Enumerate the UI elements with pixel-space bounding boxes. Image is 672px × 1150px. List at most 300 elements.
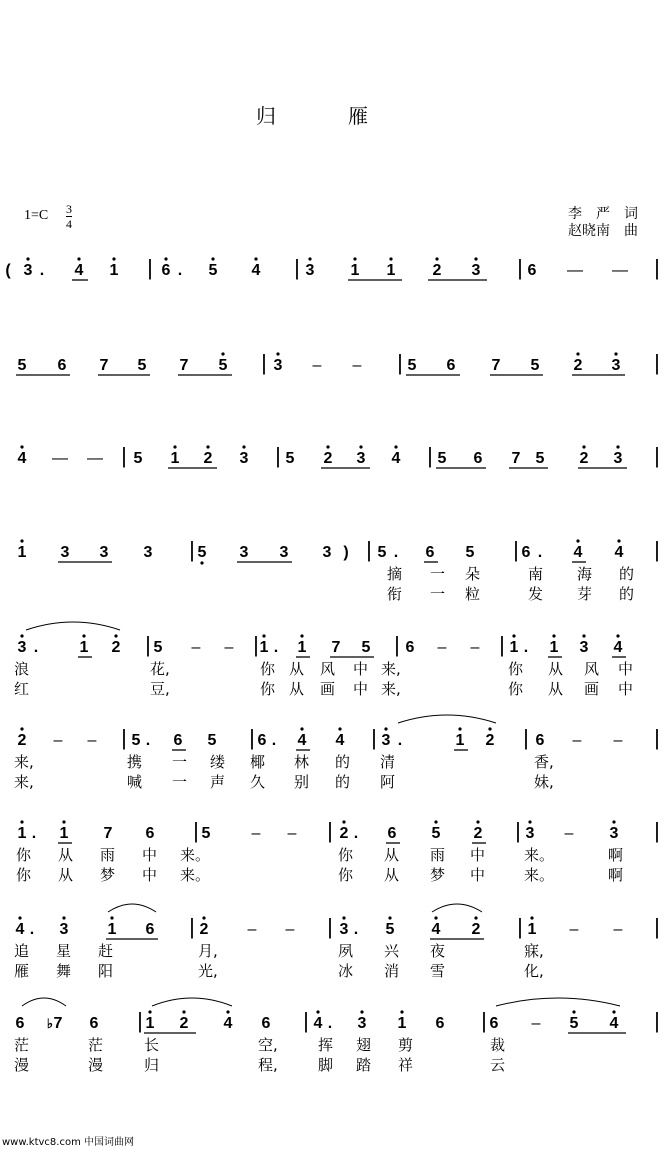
lyric-char: 的 xyxy=(335,753,351,771)
barline: | xyxy=(249,725,255,750)
octave-dot-above xyxy=(389,257,392,260)
note: 3 xyxy=(339,921,349,938)
dash-mark: – xyxy=(251,825,261,842)
note: 1 xyxy=(59,825,69,842)
octave-dot-above xyxy=(612,1010,615,1013)
barline: | xyxy=(189,537,195,562)
octave-dot-above xyxy=(576,352,579,355)
note: 3 xyxy=(17,639,27,656)
note: 1 xyxy=(17,825,27,842)
barline: | xyxy=(654,537,660,562)
octave-dot-above xyxy=(300,727,303,730)
barline: | xyxy=(366,537,372,562)
note: 2 xyxy=(573,357,583,374)
note: 1 xyxy=(397,1015,407,1032)
note: 2 xyxy=(199,921,209,938)
note: 5 xyxy=(208,262,218,279)
dash-mark: — xyxy=(612,262,628,279)
note: 7 xyxy=(491,357,501,374)
note: 7 xyxy=(103,825,113,842)
slur-arc xyxy=(26,622,120,630)
lyric-char: 一 xyxy=(430,585,446,603)
note: 4 xyxy=(613,639,623,656)
note: 5 xyxy=(201,825,211,842)
note: ♭ xyxy=(46,1016,54,1031)
dot-mark: . xyxy=(145,732,151,749)
note: ( xyxy=(5,262,11,279)
dash-mark: – xyxy=(470,639,480,656)
octave-dot-above xyxy=(388,916,391,919)
note: 1 xyxy=(170,450,180,467)
lyric-char: 雪 xyxy=(430,962,446,980)
note: 3 xyxy=(609,825,619,842)
dash-mark: – xyxy=(87,732,97,749)
note: 5 xyxy=(207,732,217,749)
note: 6 xyxy=(145,921,155,938)
lyric-char: 一 xyxy=(172,753,188,771)
note: 3 xyxy=(239,544,249,561)
octave-dot-above xyxy=(276,352,279,355)
note: 3 xyxy=(611,357,621,374)
note: 6 xyxy=(473,450,483,467)
lyric-char: 啊 xyxy=(608,846,624,864)
octave-dot-above xyxy=(206,445,209,448)
lyric-char: 久 xyxy=(250,773,266,791)
octave-dot-above xyxy=(353,257,356,260)
barline: | xyxy=(654,350,660,375)
octave-dot-above xyxy=(338,727,341,730)
octave-dot-above xyxy=(182,1010,185,1013)
note: 6 xyxy=(489,1015,499,1032)
octave-dot-above xyxy=(77,257,80,260)
octave-dot-above xyxy=(394,445,397,448)
lyric-char: 阳 xyxy=(98,962,114,980)
lyric-char: 从 xyxy=(384,846,400,864)
lyric-char: 一 xyxy=(430,565,446,583)
note: 4 xyxy=(313,1015,323,1032)
note: 4 xyxy=(251,262,261,279)
lyric-char: 雨 xyxy=(100,846,116,864)
lyric-char: 裁 xyxy=(490,1036,506,1054)
octave-dot-above xyxy=(18,916,21,919)
lyric-char: 中 xyxy=(470,846,486,864)
lyric-char: 喊 xyxy=(127,773,143,791)
octave-dot-above xyxy=(173,445,176,448)
slur-arc xyxy=(496,998,620,1006)
lyric-char: 画 xyxy=(320,680,336,698)
note: 4 xyxy=(431,921,441,938)
note: 6 xyxy=(435,1015,445,1032)
octave-dot-above xyxy=(20,634,23,637)
key-signature: 1=C xyxy=(24,208,49,223)
dash-mark: – xyxy=(572,732,582,749)
note: 1 xyxy=(455,732,465,749)
lyric-char: 林 xyxy=(294,753,310,771)
note: 4 xyxy=(609,1015,619,1032)
lyric-char: 雨 xyxy=(430,846,446,864)
note: 6 xyxy=(257,732,267,749)
note: 6 xyxy=(527,262,537,279)
dash-mark: – xyxy=(224,639,234,656)
lyric-char: 中 xyxy=(470,866,486,884)
dot-mark: . xyxy=(353,921,359,938)
note: 6 xyxy=(405,639,415,656)
octave-dot-above xyxy=(82,634,85,637)
lyric-char: 海 xyxy=(577,565,593,583)
lyric-char: 红 xyxy=(14,680,30,698)
octave-dot-below xyxy=(200,561,203,564)
note: 3 xyxy=(471,262,481,279)
note: 4 xyxy=(223,1015,233,1032)
octave-dot-above xyxy=(221,352,224,355)
lyric-char: 携 xyxy=(127,753,143,771)
lyric-char: 挥 xyxy=(318,1036,334,1054)
note: 3 xyxy=(59,921,69,938)
dash-mark: – xyxy=(285,921,295,938)
dash-mark: – xyxy=(191,639,201,656)
lyric-char: 你 xyxy=(508,680,524,698)
note: 6 xyxy=(57,357,67,374)
lyric-char: 中 xyxy=(353,680,369,698)
dot-mark: . xyxy=(271,732,277,749)
note: 5 xyxy=(197,544,207,561)
barline: | xyxy=(371,725,377,750)
lyric-char: 寐, xyxy=(524,942,544,960)
note: 5 xyxy=(407,357,417,374)
note: 4 xyxy=(297,732,307,749)
octave-dot-above xyxy=(614,352,617,355)
dot-mark: . xyxy=(523,639,529,656)
octave-dot-above xyxy=(434,820,437,823)
dash-mark: – xyxy=(613,732,623,749)
note: 3 xyxy=(279,544,289,561)
octave-dot-above xyxy=(512,634,515,637)
lyric-char: 你 xyxy=(16,866,32,884)
dot-mark: . xyxy=(397,732,403,749)
octave-dot-above xyxy=(226,1010,229,1013)
lyric-char: 缕 xyxy=(210,753,226,771)
lyric-char: 中 xyxy=(618,680,634,698)
octave-dot-above xyxy=(616,445,619,448)
lyric-char: 星 xyxy=(56,942,72,960)
note: 1 xyxy=(297,639,307,656)
note: 2 xyxy=(339,825,349,842)
note: 6 xyxy=(446,357,456,374)
octave-dot-above xyxy=(434,916,437,919)
barline: | xyxy=(481,1008,487,1033)
lyric-char: 风 xyxy=(320,660,336,678)
lyric-char: 从 xyxy=(58,846,74,864)
lyric-char: 来。 xyxy=(180,846,211,864)
octave-dot-above xyxy=(242,445,245,448)
note: 2 xyxy=(471,921,481,938)
barline: | xyxy=(261,350,267,375)
lyric-char: 的 xyxy=(619,565,635,583)
lyric-char: 芽 xyxy=(577,585,593,603)
note: 3 xyxy=(381,732,391,749)
octave-dot-above xyxy=(435,257,438,260)
note: 3 xyxy=(613,450,623,467)
note: 5 xyxy=(17,357,27,374)
lyric-char: 梦 xyxy=(430,866,446,884)
dash-mark: – xyxy=(352,357,362,374)
lyric-char: 别 xyxy=(294,773,310,791)
note: 4 xyxy=(15,921,25,938)
barline: | xyxy=(654,725,660,750)
note: 5 xyxy=(133,450,143,467)
lyric-char: 踏 xyxy=(356,1056,372,1074)
note: 4 xyxy=(74,262,84,279)
note: 5 xyxy=(437,450,447,467)
note: 6 xyxy=(161,262,171,279)
octave-dot-above xyxy=(20,539,23,542)
lyric-char: 茫 xyxy=(88,1036,104,1054)
lyric-char: 来, xyxy=(381,660,401,678)
octave-dot-above xyxy=(342,820,345,823)
footer-watermark: www.ktvc8.com 中国词曲网 xyxy=(2,1137,135,1148)
barline: | xyxy=(303,1008,309,1033)
note: 3 xyxy=(143,544,153,561)
octave-dot-above xyxy=(360,1010,363,1013)
note: 1 xyxy=(549,639,559,656)
barline: | xyxy=(654,818,660,843)
octave-dot-above xyxy=(114,634,117,637)
slur-arc xyxy=(108,904,156,912)
octave-dot-above xyxy=(576,539,579,542)
note: 1 xyxy=(509,639,519,656)
note: 7 xyxy=(179,357,189,374)
dot-mark: . xyxy=(33,639,39,656)
lyric-char: 的 xyxy=(335,773,351,791)
slur-arc xyxy=(22,998,66,1006)
barline: | xyxy=(253,632,259,657)
dash-mark: – xyxy=(569,921,579,938)
lyric-char: 长 xyxy=(144,1036,160,1054)
lyric-char: 粒 xyxy=(465,585,481,603)
barline: | xyxy=(427,443,433,468)
note: 3 xyxy=(23,262,33,279)
dot-mark: . xyxy=(39,262,45,279)
octave-dot-above xyxy=(326,445,329,448)
octave-dot-above xyxy=(342,916,345,919)
barline: | xyxy=(523,725,529,750)
note: ) xyxy=(343,544,349,561)
note: 2 xyxy=(432,262,442,279)
octave-dot-above xyxy=(552,634,555,637)
note: 5 xyxy=(153,639,163,656)
note: 1 xyxy=(107,921,117,938)
note: 6 xyxy=(89,1015,99,1032)
octave-dot-above xyxy=(300,634,303,637)
octave-dot-above xyxy=(616,634,619,637)
dash-mark: – xyxy=(613,921,623,938)
dash-mark: – xyxy=(53,732,63,749)
lyric-char: 花, xyxy=(150,660,170,678)
lyric-char: 从 xyxy=(548,660,564,678)
lyric-char: 你 xyxy=(508,660,524,678)
octave-dot-above xyxy=(62,916,65,919)
lyric-char: 月, xyxy=(198,942,218,960)
barline: | xyxy=(654,443,660,468)
note: 5 xyxy=(137,357,147,374)
octave-dot-above xyxy=(612,820,615,823)
note: 1 xyxy=(386,262,396,279)
note: 5 xyxy=(361,639,371,656)
octave-dot-above xyxy=(530,916,533,919)
octave-dot-above xyxy=(458,727,461,730)
dot-mark: . xyxy=(29,921,35,938)
dot-mark: . xyxy=(393,544,399,561)
lyric-char: 舞 xyxy=(56,962,72,980)
slur-arc xyxy=(152,998,232,1006)
note: 5 xyxy=(218,357,228,374)
note: 6 xyxy=(145,825,155,842)
lyric-char: 翅 xyxy=(356,1036,372,1054)
note: 7 xyxy=(99,357,109,374)
lyric-char: 风 xyxy=(584,660,600,678)
octave-dot-above xyxy=(488,727,491,730)
lyric-char: 一 xyxy=(172,773,188,791)
note: 5 xyxy=(569,1015,579,1032)
note: 5 xyxy=(131,732,141,749)
note: 6 xyxy=(425,544,435,561)
lyric-char: 夙 xyxy=(338,942,354,960)
octave-dot-above xyxy=(110,916,113,919)
dot-mark: . xyxy=(273,639,279,656)
note: 3 xyxy=(357,1015,367,1032)
note: 3 xyxy=(60,544,70,561)
lyric-char: 来, xyxy=(14,753,34,771)
octave-dot-above xyxy=(254,257,257,260)
dash-mark: — xyxy=(567,262,583,279)
octave-dot-above xyxy=(308,257,311,260)
note: 4 xyxy=(335,732,345,749)
octave-dot-above xyxy=(316,1010,319,1013)
lyric-char: 你 xyxy=(16,846,32,864)
lyric-char: 香, xyxy=(534,753,554,771)
note: 2 xyxy=(473,825,483,842)
octave-dot-above xyxy=(528,820,531,823)
octave-dot-above xyxy=(20,820,23,823)
note: 1 xyxy=(527,921,537,938)
octave-dot-above xyxy=(202,916,205,919)
lyric-char: 中 xyxy=(618,660,634,678)
note: 2 xyxy=(17,732,27,749)
note: 4 xyxy=(573,544,583,561)
dot-mark: . xyxy=(327,1015,333,1032)
lyric-char: 你 xyxy=(260,660,276,678)
lyric-char: 来, xyxy=(14,773,34,791)
octave-dot-above xyxy=(262,634,265,637)
lyric-char: 啊 xyxy=(608,866,624,884)
note: 6 xyxy=(387,825,397,842)
dash-mark: – xyxy=(247,921,257,938)
barline: | xyxy=(193,818,199,843)
page-title: 归 雁 xyxy=(256,104,394,128)
barline: | xyxy=(327,818,333,843)
note: 5 xyxy=(377,544,387,561)
dash-mark: – xyxy=(437,639,447,656)
lyric-char: 追 xyxy=(14,942,30,960)
lyric-char: 你 xyxy=(338,846,354,864)
note: 3 xyxy=(239,450,249,467)
lyric-char: 的 xyxy=(619,585,635,603)
lyric-char: 从 xyxy=(384,866,400,884)
slur-arc xyxy=(432,904,482,912)
octave-dot-above xyxy=(359,445,362,448)
note: 1 xyxy=(79,639,89,656)
note: 4 xyxy=(614,544,624,561)
lyric-char: 豆, xyxy=(150,680,170,698)
barline: | xyxy=(654,1008,660,1033)
lyric-char: 来, xyxy=(381,680,401,698)
note: 2 xyxy=(179,1015,189,1032)
note: 6 xyxy=(173,732,183,749)
lyricist-credit: 李 严 词 xyxy=(568,206,638,222)
barline: | xyxy=(275,443,281,468)
octave-dot-above xyxy=(474,257,477,260)
barline: | xyxy=(294,255,300,280)
lyric-char: 冰 xyxy=(338,962,354,980)
octave-dot-above xyxy=(164,257,167,260)
note: 4 xyxy=(17,450,27,467)
dot-mark: . xyxy=(177,262,183,279)
lyric-char: 从 xyxy=(58,866,74,884)
note: 5 xyxy=(465,544,475,561)
octave-dot-above xyxy=(20,445,23,448)
time-signature-denominator: 4 xyxy=(66,217,72,231)
note: 3 xyxy=(305,262,315,279)
dash-mark: — xyxy=(52,450,68,467)
barline: | xyxy=(515,818,521,843)
octave-dot-above xyxy=(384,727,387,730)
lyric-char: 归 xyxy=(144,1056,160,1074)
note: 6 xyxy=(521,544,531,561)
barline: | xyxy=(517,914,523,939)
dash-mark: – xyxy=(287,825,297,842)
octave-dot-above xyxy=(112,257,115,260)
note: 2 xyxy=(323,450,333,467)
lyric-char: 衔 xyxy=(387,585,403,603)
octave-dot-above xyxy=(617,539,620,542)
note: 1 xyxy=(350,262,360,279)
lyric-char: 雁 xyxy=(14,962,30,980)
note: 7 xyxy=(331,639,341,656)
dot-mark: . xyxy=(353,825,359,842)
lyric-char: 兴 xyxy=(384,942,400,960)
octave-dot-above xyxy=(26,257,29,260)
lyric-char: 浪 xyxy=(14,660,30,678)
note: 3 xyxy=(525,825,535,842)
barline: | xyxy=(394,632,400,657)
note: 1 xyxy=(145,1015,155,1032)
note: 2 xyxy=(111,639,121,656)
lyric-char: 来。 xyxy=(524,866,555,884)
barline: | xyxy=(147,255,153,280)
lyric-char: 中 xyxy=(142,866,158,884)
note: 5 xyxy=(530,357,540,374)
dash-mark: – xyxy=(531,1015,541,1032)
barline: | xyxy=(121,443,127,468)
barline: | xyxy=(189,914,195,939)
lyric-char: 画 xyxy=(584,680,600,698)
note: 6 xyxy=(535,732,545,749)
lyric-char: 消 xyxy=(384,962,400,980)
lyric-char: 剪 xyxy=(398,1036,414,1054)
octave-dot-above xyxy=(20,727,23,730)
note: 7 xyxy=(511,450,521,467)
note: 5 xyxy=(431,825,441,842)
